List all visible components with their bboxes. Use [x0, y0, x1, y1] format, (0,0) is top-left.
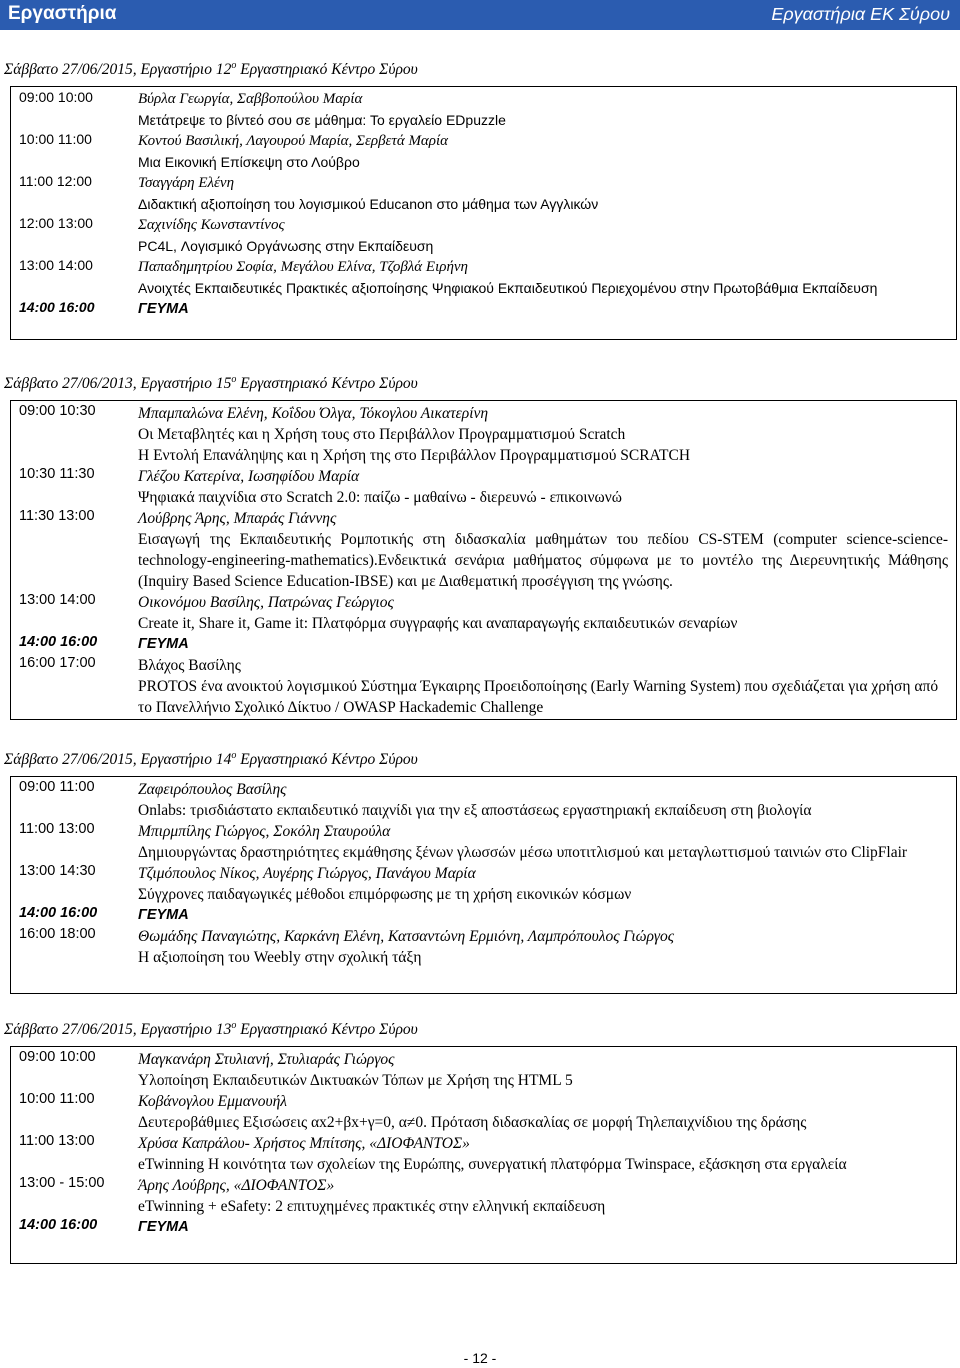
- time-slot: 09:00 10:30: [19, 403, 96, 419]
- time-slot: 11:30 13:00: [19, 508, 95, 524]
- speakers: Μπαμπαλώνα Ελένη, Κοΐδου Όλγα, Τόκογλου Αικατερίνη: [138, 405, 489, 422]
- table-row: [11, 173, 956, 215]
- speakers: Κοντού Βασιλική, Λαγουρού Μαρία, Σερβετά Μαρία: [138, 133, 449, 149]
- speakers: Οικονόμου Βασίλης, Πατρώνας Γεώργιος: [138, 594, 394, 611]
- session-title: Σύγχρονες παιδαγωγικές μέθοδοι επιμόρφωσης με τη χρήση εικονικών κόσμων: [138, 886, 632, 903]
- meal-break: ΓΕΥΜΑ: [138, 636, 189, 652]
- speakers: Τσαγγάρη Ελένη: [138, 175, 235, 191]
- table-row: [11, 655, 956, 718]
- session-title: Δημιουργώντας δραστηριότητες εκμάθησης ξένων γλωσσών μέσω υποτιτλισμού και μεταγλωττισμού ταινιών στο ClipFlair: [138, 844, 908, 861]
- speakers: Γλέζου Κατερίνα, Ιωσηφίδου Μαρία: [138, 468, 360, 485]
- time-slot: 11:00 13:00: [19, 821, 95, 837]
- meal-break: ΓΕΥΜΑ: [138, 301, 189, 317]
- time-slot: 14:00 16:00: [19, 1217, 98, 1233]
- time-slot: 16:00 18:00: [19, 926, 96, 942]
- time-slot: 13:00 14:00: [19, 257, 93, 273]
- table-row: [11, 1133, 956, 1175]
- table-row: [11, 257, 956, 299]
- time-slot: 09:00 11:00: [19, 779, 95, 795]
- table-row: [11, 926, 956, 968]
- session-title: Η αξιοποίηση του Weebly στην σχολική τάξη: [138, 949, 422, 966]
- time-slot: 14:00 16:00: [19, 299, 95, 315]
- table-row: [11, 821, 956, 863]
- page-number: - 12 -: [463, 1350, 497, 1366]
- time-slot: 10:00 11:00: [19, 1091, 95, 1107]
- meal-break: ΓΕΥΜΑ: [138, 1219, 189, 1235]
- table-row: [11, 1175, 956, 1217]
- time-slot: 11:00 13:00: [19, 1133, 95, 1149]
- speakers: Κοβάνογλου Εμμανουήλ: [138, 1093, 287, 1110]
- speakers: Τζιμόπουλος Νίκος, Αυγέρης Γιώργος, Πανάγου Μαρία: [138, 865, 476, 882]
- table-row: [11, 403, 956, 466]
- table-row: [11, 299, 956, 320]
- speakers: Βλάχος Βασίλης: [138, 657, 241, 674]
- speakers: Παπαδημητρίου Σοφία, Μεγάλου Ελίνα, Τζοβλά Ειρήνη: [138, 259, 468, 275]
- speakers: Άρης Λούβρης, «ΔΙΟΦΑΝΤΟΣ»: [138, 1177, 335, 1194]
- speakers: Χρύσα Καπράλου- Χρήστος Μπίτσης, «ΔΙΟΦΑΝΤΟΣ»: [138, 1135, 470, 1152]
- time-slot: 10:00 11:00: [19, 131, 92, 147]
- speakers: Θωμάδης Παναγιώτης, Καρκάνη Ελένη, Κατσαντώνη Ερμιόνη, Λαμπρόπουλος Γιώργος: [138, 928, 675, 945]
- session-title: Create it, Share it, Game it: Πλατφόρμα συγγραφής και αναπαραγωγής εκπαιδευτικών σεναρίων: [138, 615, 738, 632]
- time-slot: 14:00 16:00: [19, 634, 98, 650]
- time-slot: 09:00 10:00: [19, 1049, 96, 1065]
- session-title: PC4L, Λογισμικό Οργάνωσης στην Εκπαίδευση: [138, 238, 434, 254]
- session-title: Δευτεροβάθμιες Εξισώσεις αx2+βx+γ=0, α≠0. Πρόταση διδασκαλίας σε μορφή Τηλεπαιχνίδιου της δράσης: [138, 1114, 807, 1131]
- time-slot: 10:30 11:30: [19, 466, 95, 482]
- session-title: Οι Μεταβλητές και η Χρήση τους στο Περιβάλλον Προγραμματισμού Scratch: [138, 426, 626, 443]
- table-row: [11, 1049, 956, 1091]
- table-row: [11, 508, 956, 592]
- meal-break: ΓΕΥΜΑ: [138, 907, 189, 923]
- schedule-table: [10, 1046, 957, 1264]
- speakers: Λούβρης Άρης, Μπαράς Γιάννης: [138, 510, 337, 527]
- session-title: Εισαγωγή της Εκπαιδευτικής Ρομποτικής στη διδασκαλία μαθημάτων του πεδίου CS-STEM (computer science-science-technology-engineering-mathematics).Ενδεικτικά σενάρια μαθήματος σύμφωνα με το μοντέλο της Διερευνητικής Μάθησης (Inquiry Based Science Education-IBSE) και με Διαθεματική προσέγγιση της γνώσης.: [138, 531, 948, 590]
- session-title: Μια Εικονική Επίσκεψη στο Λούβρο: [138, 154, 360, 170]
- speakers: Ζαφειρόπουλος Βασίλης: [138, 781, 287, 798]
- table-row: [11, 779, 956, 821]
- table-row: [11, 89, 956, 131]
- table-row: [11, 863, 956, 905]
- session-title: Υλοποίηση Εκπαιδευτικών Δικτυακών Τόπων με Χρήση της HTML 5: [138, 1072, 573, 1089]
- time-slot: 16:00 17:00: [19, 655, 96, 671]
- table-row: [11, 592, 956, 634]
- speakers: Βύρλα Γεωργία, Σαββοπούλου Μαρία: [138, 91, 363, 107]
- session-title: Η Εντολή Επανάληψης και η Χρήση της στο Περιβάλλον Προγραμματισμού SCRATCH: [138, 447, 691, 464]
- table-row: [11, 131, 956, 173]
- speakers: Μαγκανάρη Στυλιανή, Στυλιαράς Γιώργος: [138, 1051, 395, 1068]
- time-slot: 13:00 14:00: [19, 592, 96, 608]
- section-title: Σάββατο 27/06/2015, Εργαστήριο $12^o$ Εργαστηριακό Κέντρο Σύρου: [4, 60, 418, 79]
- session-title: Onlabs: τρισδιάστατο εκπαιδευτικό παιχνίδι για την εξ αποστάσεως εργαστηριακή εκπαίδευση στη βιολογία: [138, 802, 812, 819]
- schedule-table: [10, 400, 957, 720]
- session-title: Ψηφιακά παιχνίδια στο Scratch 2.0: παίζω - μαθαίνω - διερευνώ - επικοινωνώ: [138, 489, 622, 506]
- time-slot: 13:00 - 15:00: [19, 1175, 105, 1191]
- section-title: Σάββατο 27/06/2015, Εργαστήριο $13^o$ Εργαστηριακό Κέντρο Σύρου: [4, 1020, 418, 1039]
- time-slot: 13:00 14:30: [19, 863, 96, 879]
- time-slot: 14:00 16:00: [19, 905, 98, 921]
- schedule-table: [10, 86, 957, 340]
- session-title: Διδακτική αξιοποίηση του λογισμικού Educanon στο μάθημα των Αγγλικών: [138, 196, 599, 212]
- section-title: Σάββατο 27/06/2013, Εργαστήριο $15^o$ Εργαστηριακό Κέντρο Σύρου: [4, 374, 418, 393]
- table-row: [11, 215, 956, 257]
- session-title: Ανοιχτές Εκπαιδευτικές Πρακτικές αξιοποίησης Ψηφιακού Εκπαιδευτικού Περιεχομένου στην Πρωτοβάθμια Εκπαίδευση: [138, 280, 878, 296]
- session-title: Μετάτρεψε το βίντεό σου σε μάθημα: Το εργαλείο EDpuzzle: [138, 112, 506, 128]
- table-row: [11, 634, 956, 655]
- speakers: Σαχινίδης Κωνσταντίνος: [138, 217, 285, 233]
- session-title: eTwinning Η κοινότητα των σχολείων της Ευρώπης, συνεργατική πλατφόρμα Twinspace, εξάσκηση στα εργαλεία: [138, 1156, 847, 1173]
- schedule-table: [10, 776, 957, 994]
- time-slot: 09:00 10:00: [19, 89, 93, 105]
- speakers: Μπιρμπίλης Γιώργος, Σοκόλη Σταυρούλα: [138, 823, 391, 840]
- section-title: Σάββατο 27/06/2015, Εργαστήριο $14^o$ Εργαστηριακό Κέντρο Σύρου: [4, 750, 418, 769]
- table-row: [11, 466, 956, 508]
- time-slot: 12:00 13:00: [19, 215, 93, 231]
- table-row: [11, 905, 956, 926]
- header-banner: [0, 0, 960, 30]
- session-title: eTwinning + eSafety: 2 επιτυχημένες πρακτικές στην ελληνική εκπαίδευση: [138, 1198, 606, 1215]
- header-title: Εργαστήρια: [8, 3, 117, 24]
- session-title: PROTOS ένα ανοικτού λογισμικού Σύστημα Έγκαιρης Προειδοποίησης (Early Warning System) που σχεδιάζεται για χρήση από το Πανελλήνιο Σχολικό Δίκτυο / OWASP Hackademic Challenge: [138, 678, 939, 716]
- time-slot: 11:00 12:00: [19, 173, 92, 189]
- table-row: [11, 1217, 956, 1238]
- header-subtitle: Εργαστήρια ΕΚ Σύρου: [771, 4, 950, 24]
- table-row: [11, 1091, 956, 1133]
